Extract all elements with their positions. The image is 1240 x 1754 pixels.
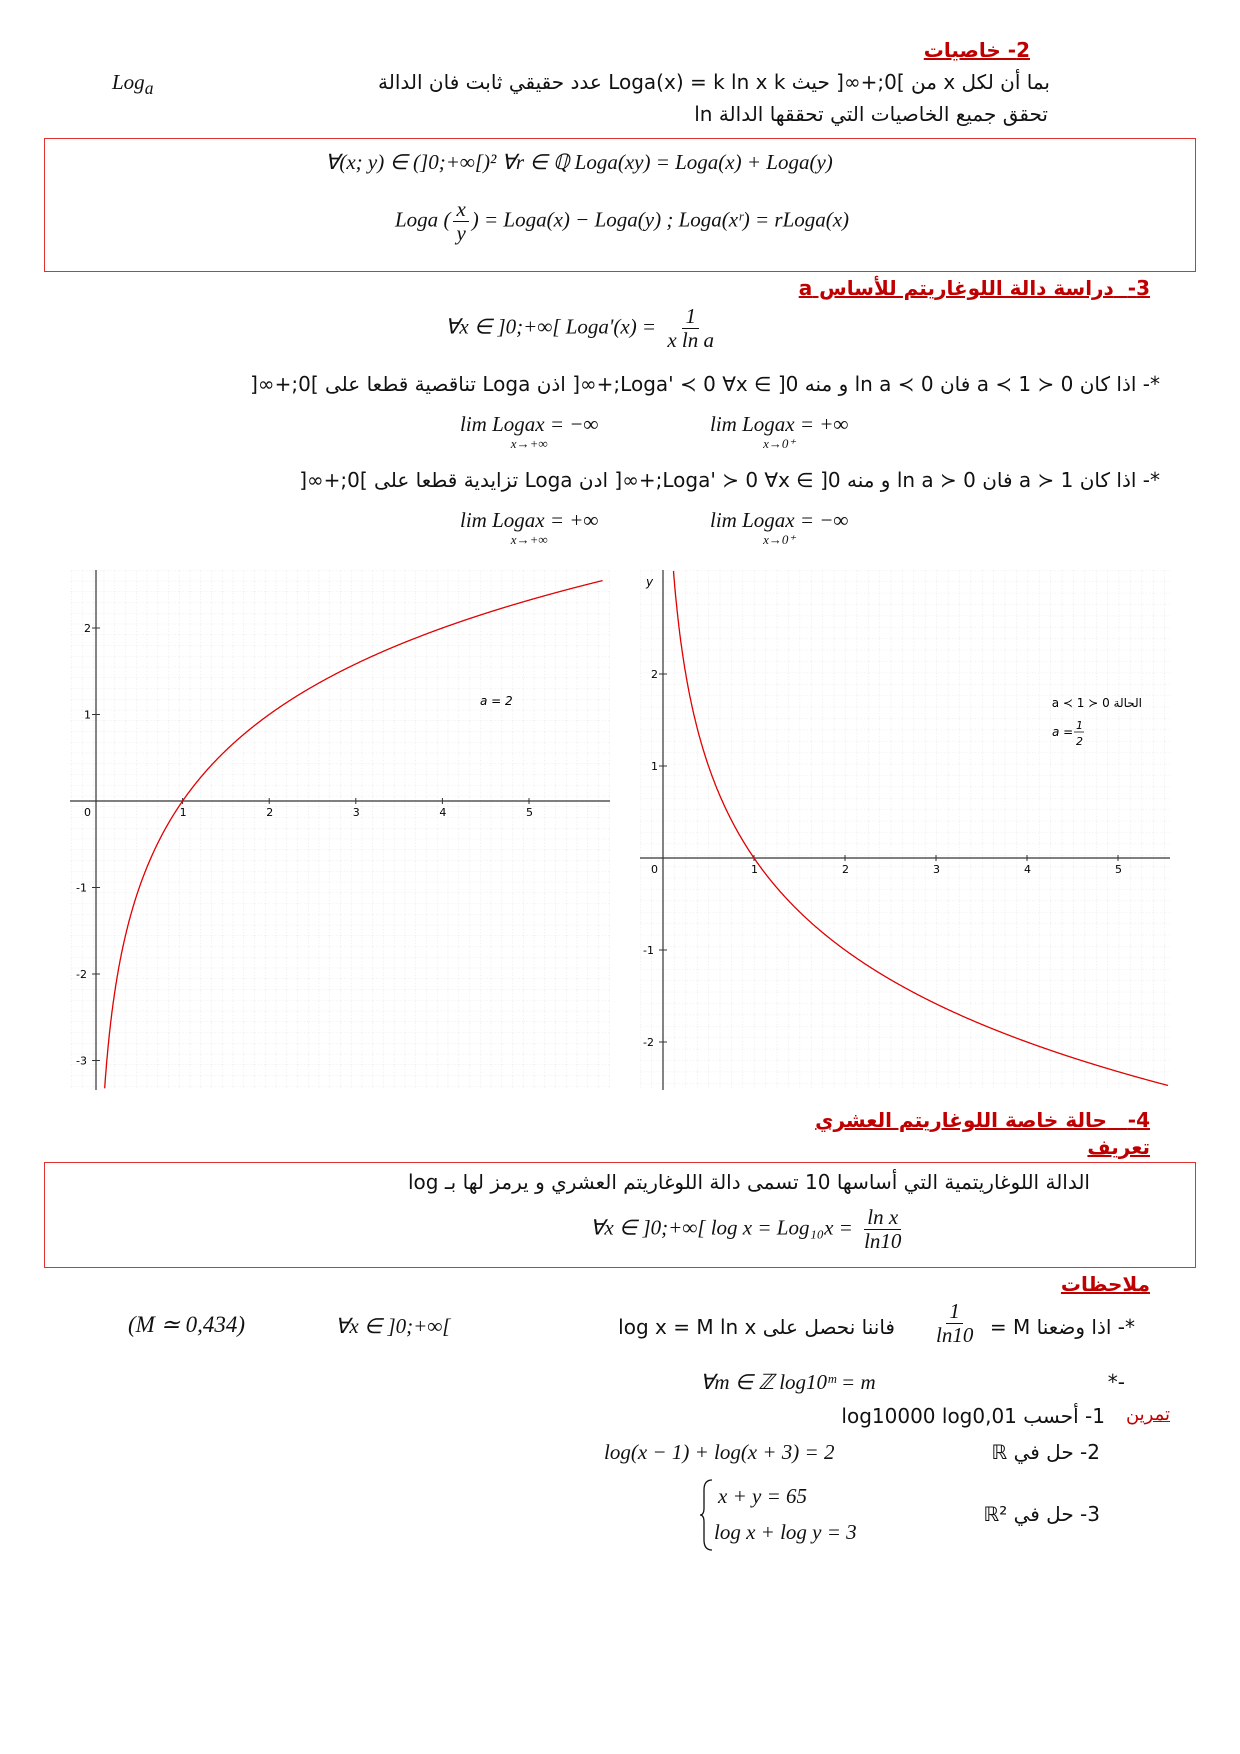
y-tick-label: -2: [76, 968, 87, 981]
legend-a-num: 1: [1076, 719, 1083, 732]
y-tick-label: -3: [76, 1054, 87, 1068]
exercise-label: تمرين: [1125, 1404, 1170, 1425]
exercise-2-label: 2- حل في ℝ: [991, 1440, 1100, 1464]
exercise-2-equation: log(x − 1) + log(x + 3) = 2: [604, 1440, 835, 1464]
legend-a-den: 2: [1076, 735, 1083, 748]
legend-a-lhs: a =: [1052, 725, 1074, 739]
note-1-approx: (M ≃ 0,434): [128, 1312, 245, 1337]
case1-limit-zero: lim Logax = +∞ x→0⁺: [710, 412, 849, 451]
derivative-formula: ∀x ∈ ]0;+∞[ Loga'(x) = $\frac{1}{\text{x ln a}}$: [445, 304, 715, 353]
legend-a-value: a = 2: [480, 694, 513, 708]
grid: [70, 570, 610, 1090]
section-2-intro-line2: تحقق جميع الخاصيات التي تحققها الدالة ln: [694, 102, 1048, 126]
definition-line: الدالة اللوغاريتمية التي أساسها 10 تسمى دالة اللوغاريتم العشري و يرمز لها بـ log: [407, 1170, 1090, 1194]
case-decreasing: *- اذا كان 0 ≺ a ≺ 1 فان ln a ≺ 0 و منه Loga' ≺ 0 ∀x ∈ ]0;+∞[ اذن Loga تناقصية قطعا على ]0;+∞[: [250, 372, 1160, 396]
system-brace: [700, 1478, 714, 1552]
section-4-title: 4- حالة خاصة اللوغاريتم العشري: [815, 1108, 1150, 1132]
x-tick-label: 3: [352, 806, 360, 819]
x-tick-label: 1: [751, 863, 758, 876]
x-tick-label: 4: [1024, 863, 1031, 876]
x-tick-label: 2: [266, 806, 274, 819]
grid: [640, 570, 1170, 1090]
legend-case: الحالة 0 ≺ a ≺ 1: [1051, 696, 1142, 710]
x-tick-label: 4: [439, 806, 447, 819]
x-tick-label: 5: [526, 806, 533, 819]
exercise-1: 1- أحسب log10000 log0,01: [841, 1404, 1105, 1428]
notes-title: ملاحظات: [1060, 1272, 1150, 1296]
y-tick-label: 2: [84, 622, 91, 635]
section-2-intro-line1: بما أن لكل x من ]0;+∞[ حيث Loga(x) = k ln x k عدد حقيقي ثابت فان الدالة: [378, 70, 1050, 94]
note-1-label: *- اذا وضعنا M =: [989, 1315, 1135, 1339]
section-2-log-function: Log$_a$: [112, 70, 154, 99]
exercise-3-label: 3- حل في ℝ²: [983, 1502, 1100, 1526]
y-tick-label: 2: [651, 668, 658, 681]
y-tick-label: 1: [651, 760, 658, 773]
system-equation-2: log x + log y = 3: [714, 1520, 857, 1544]
note-1-fraction: $\frac{1}{\ln 10}$: [936, 1299, 974, 1348]
system-equation-1: x + y = 65: [718, 1484, 807, 1508]
x-tick-label: 3: [933, 863, 940, 876]
note-1-condition: ∀x ∈ ]0;+∞[: [335, 1314, 451, 1338]
definition-title: تعريف: [1087, 1135, 1150, 1159]
y-tick-label: -1: [76, 881, 87, 895]
case1-limit-infinity: lim Logax = −∞ x→+∞: [460, 412, 599, 451]
case-increasing: *- اذا كان a ≻ 1 فان ln a ≻ 0 و منه Loga' ≻ 0 ∀x ∈ ]0;+∞[ ادن Loga تزايدية قطعا على ]0;+∞[: [299, 468, 1160, 492]
x-tick-label: 2: [842, 863, 849, 876]
property-quotient-power: Loga ( $\frac{x}{y}$ ) = Loga(x) − Loga(y) ; Loga(xʳ) = rLoga(x): [395, 197, 850, 246]
x-tick-label: 5: [1115, 863, 1122, 876]
property-product: ∀(x; y) ∈ (]0;+∞[)² ∀r ∈ ℚ Loga(xy) = Loga(x) + Loga(y): [325, 150, 833, 174]
graph-log-base-2: [70, 570, 610, 1090]
y-axis-label: y: [646, 575, 654, 589]
note-2-star: *-: [1107, 1370, 1125, 1394]
case2-limit-infinity: lim Logax = +∞ x→+∞: [460, 508, 599, 547]
graph-log-base-half: [640, 570, 1170, 1090]
y-tick-label: -1: [643, 944, 654, 957]
case2-limit-zero: lim Logax = −∞ x→0⁺: [710, 508, 849, 547]
note-1-rest: فاننا نحصل على log x = M ln x: [618, 1315, 895, 1339]
origin-label: 0: [84, 806, 91, 819]
y-tick-label: 1: [84, 708, 91, 722]
section-2-title: 2- خاصيات: [923, 38, 1030, 62]
definition-formula: ∀x ∈ ]0;+∞[ log x = Log₁₀x = $\frac{\text{ln x}}{\ln 10}$: [590, 1205, 902, 1254]
x-tick-label: 1: [179, 806, 187, 819]
y-tick-label: -2: [643, 1036, 654, 1049]
section-3-title: 3- دراسة دالة اللوغاريتم للأساس a: [798, 276, 1150, 300]
origin-label: 0: [651, 863, 658, 876]
note-2-formula: ∀m ∈ ℤ log10ᵐ = m: [700, 1370, 876, 1394]
